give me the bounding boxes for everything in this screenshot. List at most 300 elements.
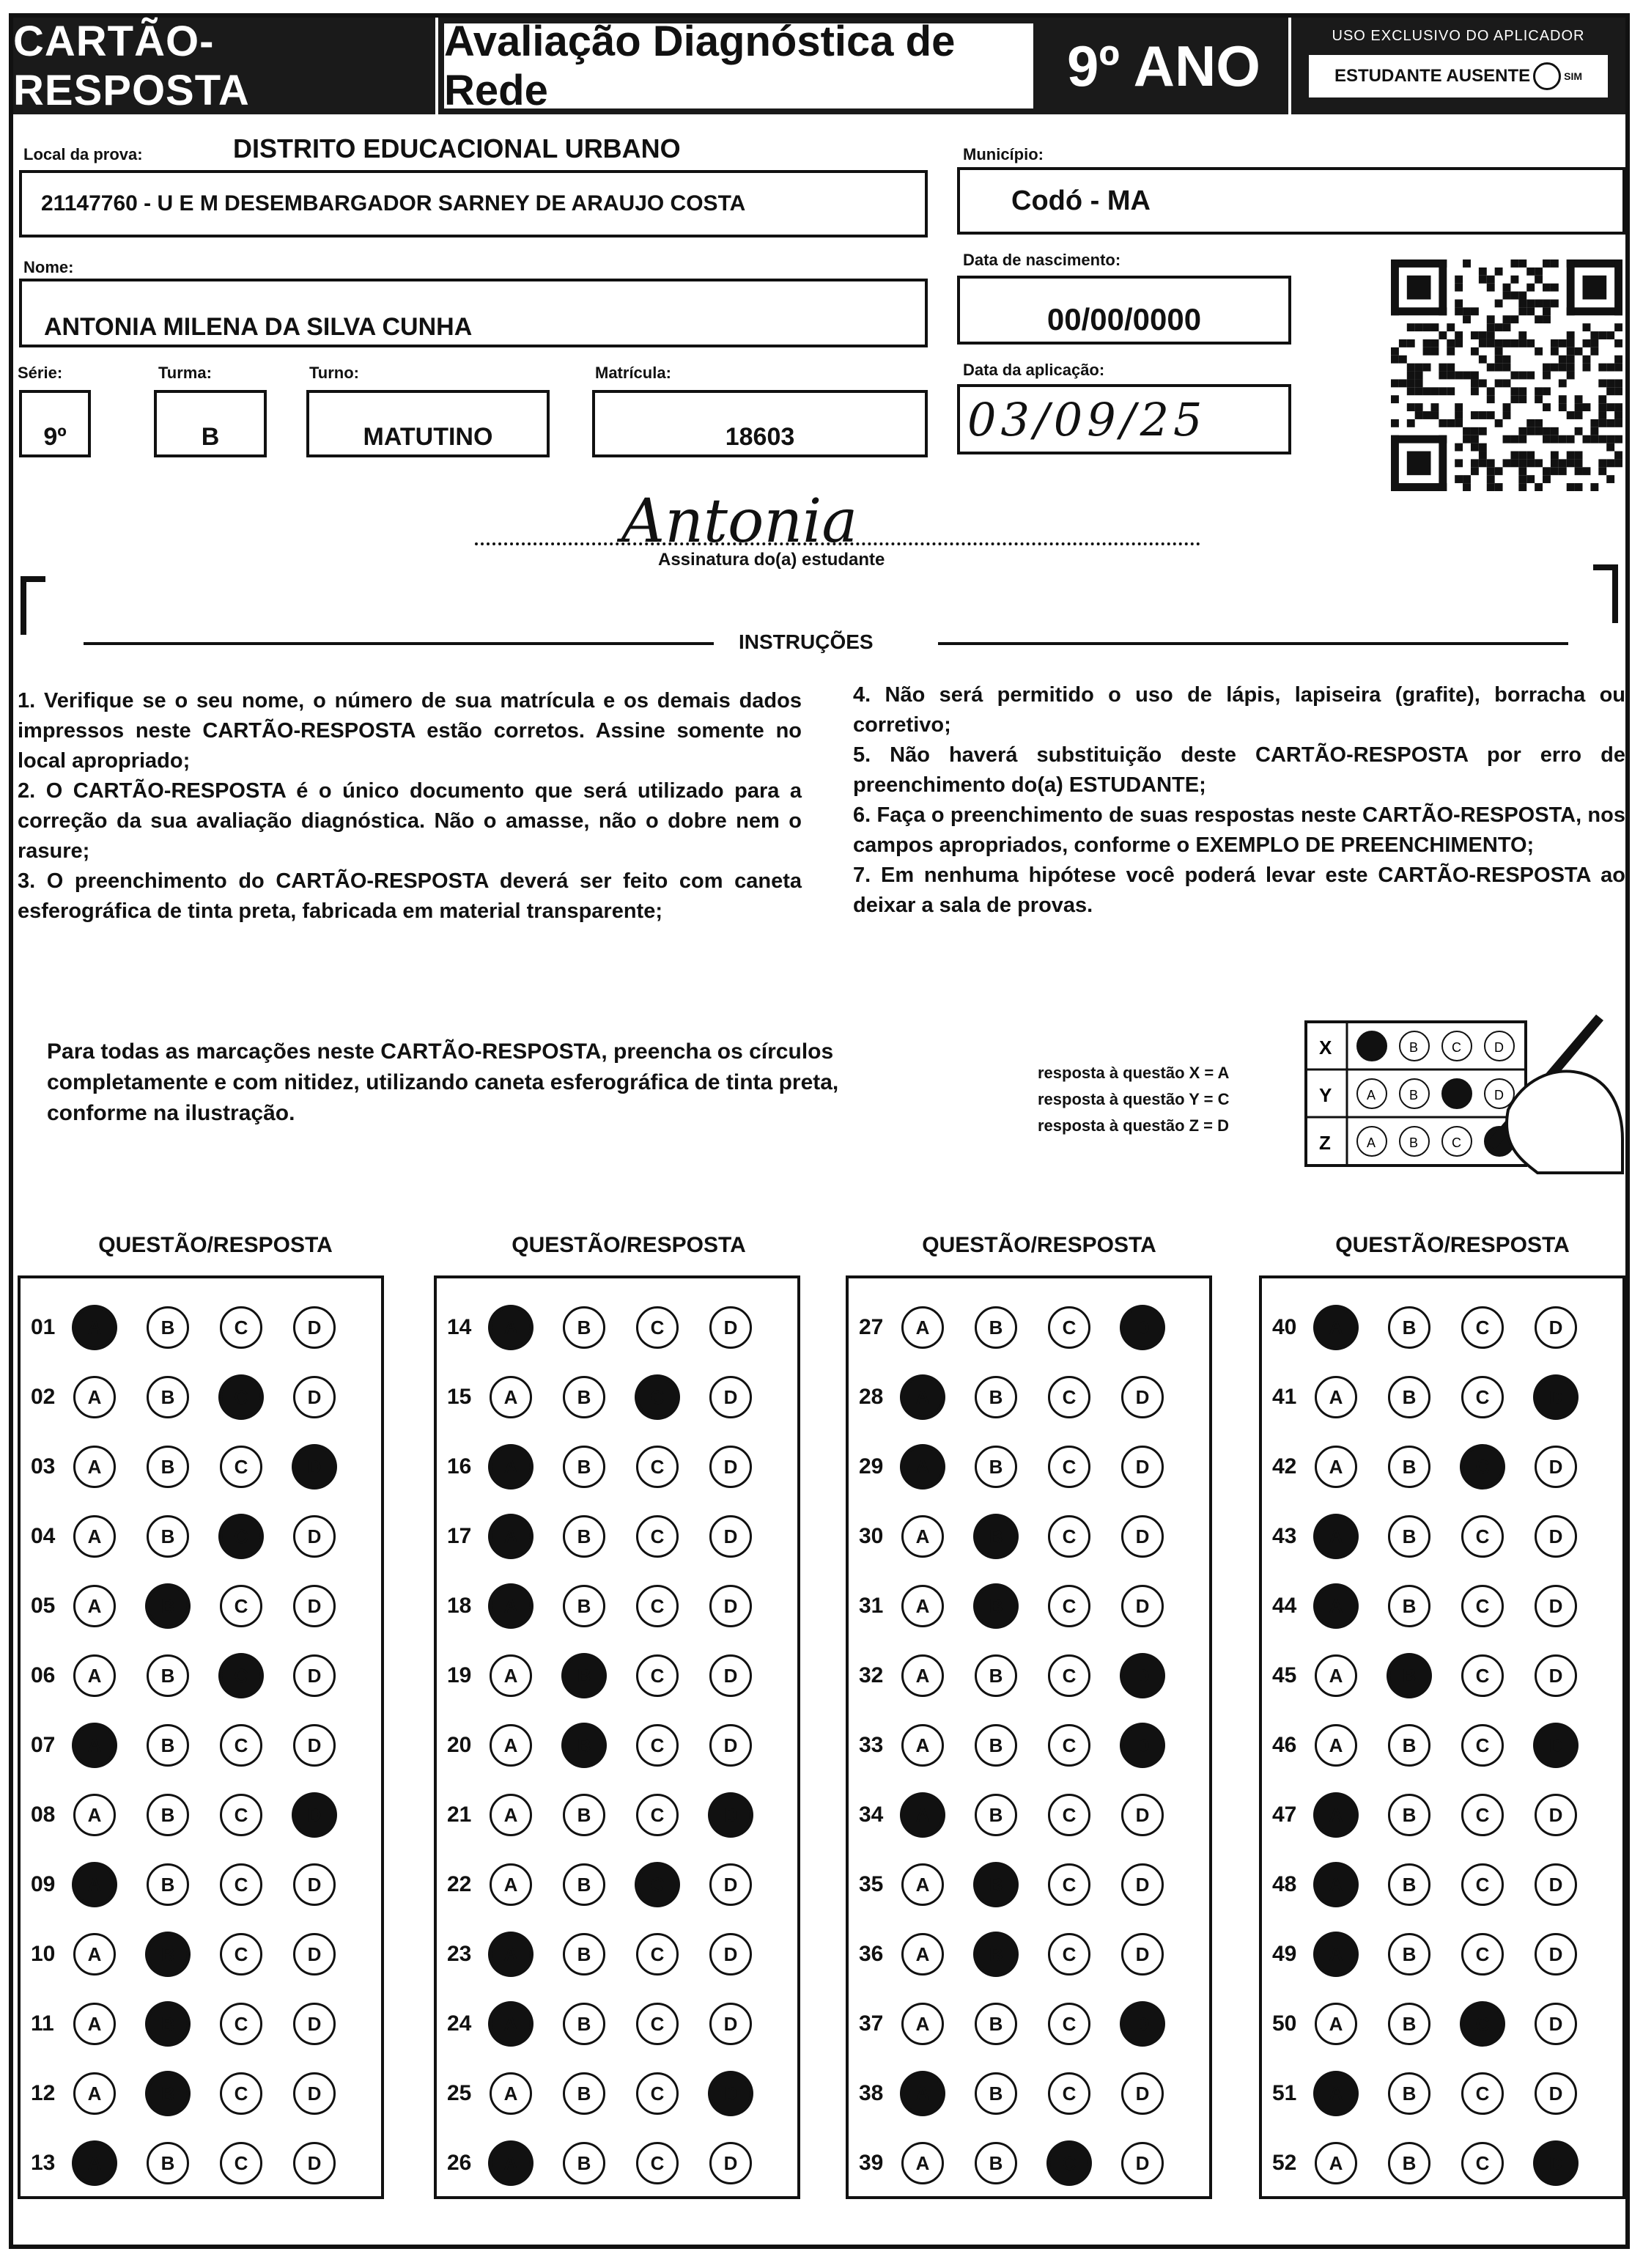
qr-code [1391,259,1622,491]
answer-bubble-c[interactable]: C [1461,1446,1504,1488]
answer-bubble-c[interactable]: C [220,1654,262,1697]
answer-bubble-a[interactable]: A [1315,1794,1357,1836]
answer-bubble-a[interactable]: A [73,1724,116,1767]
answer-bubble-d[interactable]: D [709,2072,752,2115]
answer-bubble-a[interactable]: A [1315,1515,1357,1558]
answer-bubble-b[interactable]: B [1388,1933,1430,1976]
answer-bubble-b[interactable]: B [975,1724,1017,1767]
question-number: 34 [859,1803,884,1827]
question-row [1262,1364,1622,1430]
answer-bubble-d[interactable]: D [709,1515,752,1558]
answer-bubble-a[interactable]: A [901,1933,944,1976]
turma-value: B [201,423,220,451]
question-number: 30 [859,1524,884,1548]
answer-bubble-a[interactable]: A [1315,1376,1357,1418]
question-number: 19 [447,1663,472,1687]
answer-bubble-d[interactable]: D [293,1585,336,1627]
school-value: 21147760 - U E M DESEMBARGADOR SARNEY DE ARAUJO COSTA [41,191,746,216]
answer-bubble-c[interactable]: C [220,1446,262,1488]
answer-bubble-c[interactable]: C [1048,1585,1090,1627]
absent-bubble[interactable] [1533,62,1561,90]
answer-bubble-b[interactable]: B [1388,2142,1430,2184]
answer-bubble-a[interactable]: A [490,1933,532,1976]
answer-bubble-c[interactable]: C [1048,1794,1090,1836]
answer-bubble-c[interactable]: C [220,2072,262,2115]
question-row [1262,1573,1622,1639]
answer-bubble-b[interactable]: B [975,2003,1017,2045]
answer-bubble-d[interactable]: D [1535,1585,1577,1627]
answer-bubble-c[interactable]: C [1048,1724,1090,1767]
question-row [437,1782,797,1848]
answer-bubble-b[interactable]: B [975,2072,1017,2115]
answer-bubble-c[interactable]: C [636,1585,679,1627]
answer-bubble-a[interactable]: A [901,1863,944,1906]
answer-bubble-b[interactable]: B [975,1515,1017,1558]
answer-bubble-b[interactable]: B [975,1863,1017,1906]
answer-bubble-b[interactable]: B [975,1306,1017,1349]
answer-bubble-d[interactable]: D [293,1794,336,1836]
answer-bubble-d[interactable]: D [1121,1515,1164,1558]
answer-column [846,1275,1212,2199]
answer-bubble-d[interactable]: D [1535,1376,1577,1418]
answer-bubble-a[interactable]: A [901,1794,944,1836]
answer-bubble-b[interactable]: B [563,1585,605,1627]
answer-bubble-b[interactable]: B [563,1863,605,1906]
serie-label: Série: [18,364,63,382]
answer-bubble-a[interactable]: A [73,1376,116,1418]
answer-bubble-b[interactable]: B [975,1794,1017,1836]
answer-bubble-d[interactable]: D [1535,2003,1577,2045]
turno-value: MATUTINO [363,423,493,451]
instruction-item: 4. Não será permitido o uso de lápis, lapiseira (grafite), borracha ou corretivo; [853,683,1625,737]
answer-bubble-a[interactable]: A [490,1724,532,1767]
answer-bubble-b[interactable]: B [563,1306,605,1349]
answer-bubble-c[interactable]: C [220,1794,262,1836]
example-option: C [1452,1040,1461,1055]
question-number: 16 [447,1454,472,1479]
question-number: 20 [447,1733,472,1757]
answer-bubble-b[interactable]: B [147,1585,189,1627]
answer-bubble-b[interactable]: B [147,2142,189,2184]
example-label: resposta à questão Y = C [1038,1090,1230,1108]
local-label: Local da prova: [23,145,143,163]
answer-bubble-b[interactable]: B [1388,1306,1430,1349]
answer-bubble-d[interactable]: D [293,1933,336,1976]
answer-bubble-c[interactable]: C [1461,1515,1504,1558]
answer-bubble-b[interactable]: B [147,1446,189,1488]
turma-field [154,390,267,457]
answer-bubble-c[interactable]: C [1048,1515,1090,1558]
answer-bubble-c[interactable]: C [1461,1306,1504,1349]
answer-bubble-d[interactable]: D [709,1724,752,1767]
example-label: resposta à questão Z = D [1038,1116,1230,1135]
answer-bubble-c[interactable]: C [220,1933,262,1976]
answer-bubble-a[interactable]: A [490,2142,532,2184]
answer-bubble-b[interactable]: B [147,1515,189,1558]
answer-bubble-a[interactable]: A [73,2142,116,2184]
answer-bubble-c[interactable]: C [1048,1376,1090,1418]
answer-bubble-d[interactable]: D [709,1306,752,1349]
answer-bubble-a[interactable]: A [901,1654,944,1697]
answer-bubble-b[interactable]: B [147,1376,189,1418]
school-field [19,170,928,238]
answer-bubble-b[interactable]: B [147,1863,189,1906]
answer-bubble-a[interactable]: A [490,1794,532,1836]
answer-bubble-a[interactable]: A [901,2072,944,2115]
answer-bubble-a[interactable]: A [73,1794,116,1836]
answer-bubble-c[interactable]: C [636,1933,679,1976]
answer-bubble-b[interactable]: B [563,1446,605,1488]
column-title: QUESTÃO/RESPOSTA [1335,1233,1570,1257]
answer-bubble-b[interactable]: B [975,1585,1017,1627]
answer-bubble-b[interactable]: B [975,2142,1017,2184]
answer-bubble-a[interactable]: A [73,1585,116,1627]
answer-bubble-b[interactable]: B [563,2003,605,2045]
instruction-item: 5. Não haverá substituição deste CARTÃO-RESPOSTA por erro de preenchimento do(a) ESTUDANTE; [853,743,1625,797]
answer-bubble-d[interactable]: D [1535,1306,1577,1349]
answer-bubble-c[interactable]: C [636,2003,679,2045]
answer-bubble-d[interactable]: D [709,1376,752,1418]
answer-bubble-b[interactable]: B [147,1794,189,1836]
answer-bubble-a[interactable]: A [490,2003,532,2045]
answer-bubble-b[interactable]: B [563,1724,605,1767]
answer-bubble-d[interactable]: D [709,1585,752,1627]
answer-bubble-d[interactable]: D [709,2142,752,2184]
answer-bubble-a[interactable]: A [1315,1446,1357,1488]
answer-bubble-d[interactable]: D [293,1515,336,1558]
answer-bubble-c[interactable]: C [220,1724,262,1767]
answer-bubble-d[interactable]: D [1121,2003,1164,2045]
answer-bubble-c[interactable]: C [636,1446,679,1488]
answer-bubble-d[interactable]: D [1121,1376,1164,1418]
answer-bubble-c[interactable]: C [1048,2142,1090,2184]
instruction-item: 3. O preenchimento do CARTÃO-RESPOSTA deverá ser feito com caneta esferográfica de tinta preta, fabricada em material transparente; [18,869,802,923]
answer-bubble-a[interactable]: A [1315,2142,1357,2184]
question-number: 08 [31,1803,56,1827]
answer-bubble-c[interactable]: C [220,2142,262,2184]
answer-bubble-d[interactable]: D [1121,1446,1164,1488]
question-row [849,1503,1209,1569]
serie-field [19,390,91,457]
example-label: resposta à questão X = A [1038,1064,1230,1082]
answer-bubble-b[interactable]: B [1388,2072,1430,2115]
answer-bubble-b[interactable]: B [563,2142,605,2184]
answer-bubble-b[interactable]: B [1388,2003,1430,2045]
question-row [21,1643,381,1709]
example-labels [1038,1060,1229,1139]
answer-bubble-a[interactable]: A [901,1306,944,1349]
answer-bubble-b[interactable]: B [1388,1515,1430,1558]
answer-bubble-a[interactable]: A [1315,1654,1357,1697]
question-row [1262,1434,1622,1500]
answer-bubble-d[interactable]: D [1121,1585,1164,1627]
answer-bubble-c[interactable]: C [1461,1863,1504,1906]
answer-bubble-c[interactable]: C [220,2003,262,2045]
answer-bubble-d[interactable]: D [1121,1933,1164,1976]
absent-label: ESTUDANTE AUSENTE [1334,65,1531,86]
nascimento-field [957,276,1291,345]
answer-bubble-b[interactable]: B [563,1376,605,1418]
answer-bubble-a[interactable]: A [901,1515,944,1558]
question-number: 46 [1272,1733,1297,1757]
answer-bubble-d[interactable]: D [709,1446,752,1488]
answer-bubble-a[interactable]: A [1315,2003,1357,2045]
answer-bubble-a[interactable]: A [901,1446,944,1488]
question-row [21,1295,381,1361]
example-option: C [1452,1135,1461,1150]
answer-bubble-b[interactable]: B [1388,1794,1430,1836]
answer-bubble-a[interactable]: A [490,1585,532,1627]
answer-bubble-a[interactable]: A [901,2003,944,2045]
answer-bubble-d[interactable]: D [293,2142,336,2184]
answer-bubble-a[interactable]: A [490,1863,532,1906]
answer-bubble-c[interactable]: C [1461,1933,1504,1976]
answer-bubble-c[interactable]: C [220,1585,262,1627]
question-number: 39 [859,2151,884,2175]
answer-bubble-c[interactable]: C [1461,2072,1504,2115]
answer-bubble-b[interactable]: B [975,1376,1017,1418]
question-number: 26 [447,2151,472,2175]
answer-bubble-c[interactable]: C [1048,1863,1090,1906]
answer-bubble-a[interactable]: A [73,1863,116,1906]
instruction-item: 1. Verifique se o seu nome, o número de sua matrícula e os demais dados impressos neste CARTÃO-RESPOSTA estão corretos. Assine somente no local apropriado; [18,689,802,773]
answer-bubble-d[interactable]: D [709,1654,752,1697]
answer-bubble-c[interactable]: C [636,2142,679,2184]
answer-bubble-b[interactable]: B [563,1794,605,1836]
question-number: 07 [31,1733,56,1757]
answer-bubble-b[interactable]: B [563,2072,605,2115]
nascimento-value: 00/00/0000 [1046,302,1202,336]
answer-bubble-d[interactable]: D [293,1654,336,1697]
matricula-label: Matrícula: [595,364,671,382]
answer-bubble-d[interactable]: D [1535,1515,1577,1558]
answer-bubble-a[interactable]: A [73,1933,116,1976]
answer-bubble-d[interactable]: D [293,1376,336,1418]
answer-bubble-d[interactable]: D [1535,2142,1577,2184]
answer-bubble-d[interactable]: D [1121,1863,1164,1906]
answer-bubble-b[interactable]: B [147,1724,189,1767]
answer-bubble-d[interactable]: D [1535,2072,1577,2115]
question-number: 29 [859,1454,884,1479]
answer-bubble-d[interactable]: D [1121,1654,1164,1697]
answer-bubble-b[interactable]: B [563,1515,605,1558]
answer-bubble-d[interactable]: D [709,1863,752,1906]
question-row [849,1782,1209,1848]
answer-column [434,1275,800,2199]
column-title: QUESTÃO/RESPOSTA [98,1233,333,1257]
question-number: 48 [1272,1872,1297,1896]
answer-bubble-c[interactable]: C [1461,1794,1504,1836]
question-row [437,1295,797,1361]
answer-bubble-b[interactable]: B [147,2003,189,2045]
hand-icon [1507,1071,1622,1173]
answer-bubble-a[interactable]: A [490,1515,532,1558]
answer-bubble-c[interactable]: C [1048,2003,1090,2045]
answer-bubble-b[interactable]: B [1388,1654,1430,1697]
answer-bubble-d[interactable]: D [1535,1724,1577,1767]
question-row [21,1921,381,1987]
answer-bubble-d[interactable]: D [1121,2072,1164,2115]
answer-bubble-d[interactable]: D [293,1863,336,1906]
answer-bubble-b[interactable]: B [563,1933,605,1976]
answer-bubble-a[interactable]: A [73,2003,116,2045]
question-row [21,1434,381,1500]
answer-bubble-c[interactable]: C [636,1863,679,1906]
answer-bubble-b[interactable]: B [1388,1863,1430,1906]
answer-bubble-a[interactable]: A [73,1446,116,1488]
question-number: 03 [31,1454,56,1479]
answer-bubble-d[interactable]: D [1121,1306,1164,1349]
answer-bubble-d[interactable]: D [293,2072,336,2115]
answer-bubble-a[interactable]: A [901,1724,944,1767]
answer-bubble-a[interactable]: A [901,1376,944,1418]
answer-bubble-d[interactable]: D [709,1794,752,1836]
answer-bubble-a[interactable]: A [490,1306,532,1349]
answer-bubble-a[interactable]: A [73,1515,116,1558]
answer-bubble-d[interactable]: D [293,1446,336,1488]
answer-bubble-c[interactable]: C [636,1515,679,1558]
nascimento-label: Data de nascimento: [963,251,1121,269]
answer-bubble-b[interactable]: B [147,1306,189,1349]
answer-sheet [9,13,1630,2249]
answer-bubble-b[interactable]: B [975,1446,1017,1488]
question-row [849,2061,1209,2127]
answer-bubble-c[interactable]: C [636,1306,679,1349]
example-option: B [1409,1088,1419,1102]
answer-bubble-b[interactable]: B [147,1933,189,1976]
answer-bubble-c[interactable]: C [1461,1724,1504,1767]
answer-bubble-a[interactable]: A [490,1654,532,1697]
answer-bubble-a[interactable]: A [73,1306,116,1349]
answer-bubble-d[interactable]: D [1121,1724,1164,1767]
answer-bubble-d[interactable]: D [1535,1863,1577,1906]
answer-bubble-c[interactable]: C [220,1376,262,1418]
question-number: 27 [859,1315,884,1339]
answer-bubble-c[interactable]: C [636,1654,679,1697]
question-row [437,1712,797,1778]
question-number: 33 [859,1733,884,1757]
question-number: 24 [447,2011,472,2036]
answer-bubble-a[interactable]: A [73,2072,116,2115]
answer-bubble-a[interactable]: A [490,1376,532,1418]
question-number: 09 [31,1872,56,1896]
question-number: 04 [31,1524,56,1548]
serie-value: 9º [43,423,67,451]
answer-bubble-c[interactable]: C [220,1863,262,1906]
aplicacao-field [957,384,1291,454]
answer-bubble-b[interactable]: B [975,1654,1017,1697]
answer-bubble-a[interactable]: A [490,2072,532,2115]
question-number: 40 [1272,1315,1297,1339]
answer-bubble-d[interactable]: D [709,2003,752,2045]
answer-bubble-d[interactable]: D [1535,1446,1577,1488]
question-number: 21 [447,1803,472,1827]
answer-bubble-b[interactable]: B [147,1654,189,1697]
answer-bubble-c[interactable]: C [1048,2072,1090,2115]
answer-bubble-d[interactable]: D [293,1306,336,1349]
aplicacao-value: 03/09/25 [967,392,1207,446]
nome-field [19,279,928,347]
municipio-field [957,167,1625,235]
answer-bubble-d[interactable]: D [1535,1654,1577,1697]
answer-bubble-d[interactable]: D [1535,1933,1577,1976]
example-option: B [1409,1040,1419,1055]
answer-bubble-d[interactable]: D [293,1724,336,1767]
answer-bubble-a[interactable]: A [901,1585,944,1627]
answer-bubble-d[interactable]: D [1121,1794,1164,1836]
instructions-left [18,686,802,927]
answer-bubble-a[interactable]: A [901,2142,944,2184]
question-number: 01 [31,1315,56,1339]
answer-bubble-c[interactable]: C [1461,1376,1504,1418]
answer-bubble-a[interactable]: A [1315,1933,1357,1976]
answer-bubble-d[interactable]: D [1535,1794,1577,1836]
answer-bubble-c[interactable]: C [636,1794,679,1836]
answer-bubble-b[interactable]: B [975,1933,1017,1976]
answer-bubble-b[interactable]: B [563,1654,605,1697]
answer-bubble-b[interactable]: B [1388,1446,1430,1488]
question-row [849,1991,1209,2057]
question-number: 15 [447,1385,472,1409]
nome-value: ANTONIA MILENA DA SILVA CUNHA [44,313,473,341]
question-row [437,2061,797,2127]
question-row [437,1921,797,1987]
answer-bubble-d[interactable]: D [1121,2142,1164,2184]
question-number: 17 [447,1524,472,1548]
answer-bubble-b[interactable]: B [1388,1585,1430,1627]
answer-bubble-c[interactable]: C [1461,1585,1504,1627]
answer-bubble-a[interactable]: A [1315,1724,1357,1767]
question-row [849,1573,1209,1639]
answer-bubble-c[interactable]: C [1048,1654,1090,1697]
question-row [437,1503,797,1569]
answer-bubble-c[interactable]: C [1048,1933,1090,1976]
instructions-right [853,680,1625,921]
question-row [437,1852,797,1918]
answer-bubble-b[interactable]: B [1388,1376,1430,1418]
question-number: 06 [31,1663,56,1687]
answer-bubble-c[interactable]: C [220,1306,262,1349]
answer-bubble-b[interactable]: B [1388,1724,1430,1767]
instruction-item: 6. Faça o preenchimento de suas respostas neste CARTÃO-RESPOSTA, nos campos apropriados, conforme o EXEMPLO DE PREENCHIMENTO; [853,803,1625,857]
answer-bubble-c[interactable]: C [1048,1446,1090,1488]
answer-bubble-c[interactable]: C [1461,2142,1504,2184]
answer-bubble-c[interactable]: C [220,1515,262,1558]
question-row [21,1503,381,1569]
question-row [849,1295,1209,1361]
example-question: X [1319,1037,1332,1058]
answer-bubble-c[interactable]: C [636,2072,679,2115]
answer-bubble-a[interactable]: A [1315,1585,1357,1627]
answer-bubble-b[interactable]: B [147,2072,189,2115]
answer-bubble-a[interactable]: A [1315,1863,1357,1906]
answer-bubble-a[interactable]: A [490,1446,532,1488]
answer-bubble-c[interactable]: C [636,1724,679,1767]
answer-bubble-a[interactable]: A [1315,1306,1357,1349]
answer-bubble-d[interactable]: D [293,2003,336,2045]
answer-bubble-a[interactable]: A [1315,2072,1357,2115]
answer-bubble-c[interactable]: C [1048,1306,1090,1349]
answer-bubble-d[interactable]: D [709,1933,752,1976]
answer-bubble-c[interactable]: C [636,1376,679,1418]
question-row [849,2130,1209,2196]
answer-bubble-c[interactable]: C [1461,1654,1504,1697]
answer-bubble-a[interactable]: A [73,1654,116,1697]
question-row [21,2061,381,2127]
answer-bubble-c[interactable]: C [1461,2003,1504,2045]
question-number: 44 [1272,1594,1297,1618]
question-number: 05 [31,1594,56,1618]
